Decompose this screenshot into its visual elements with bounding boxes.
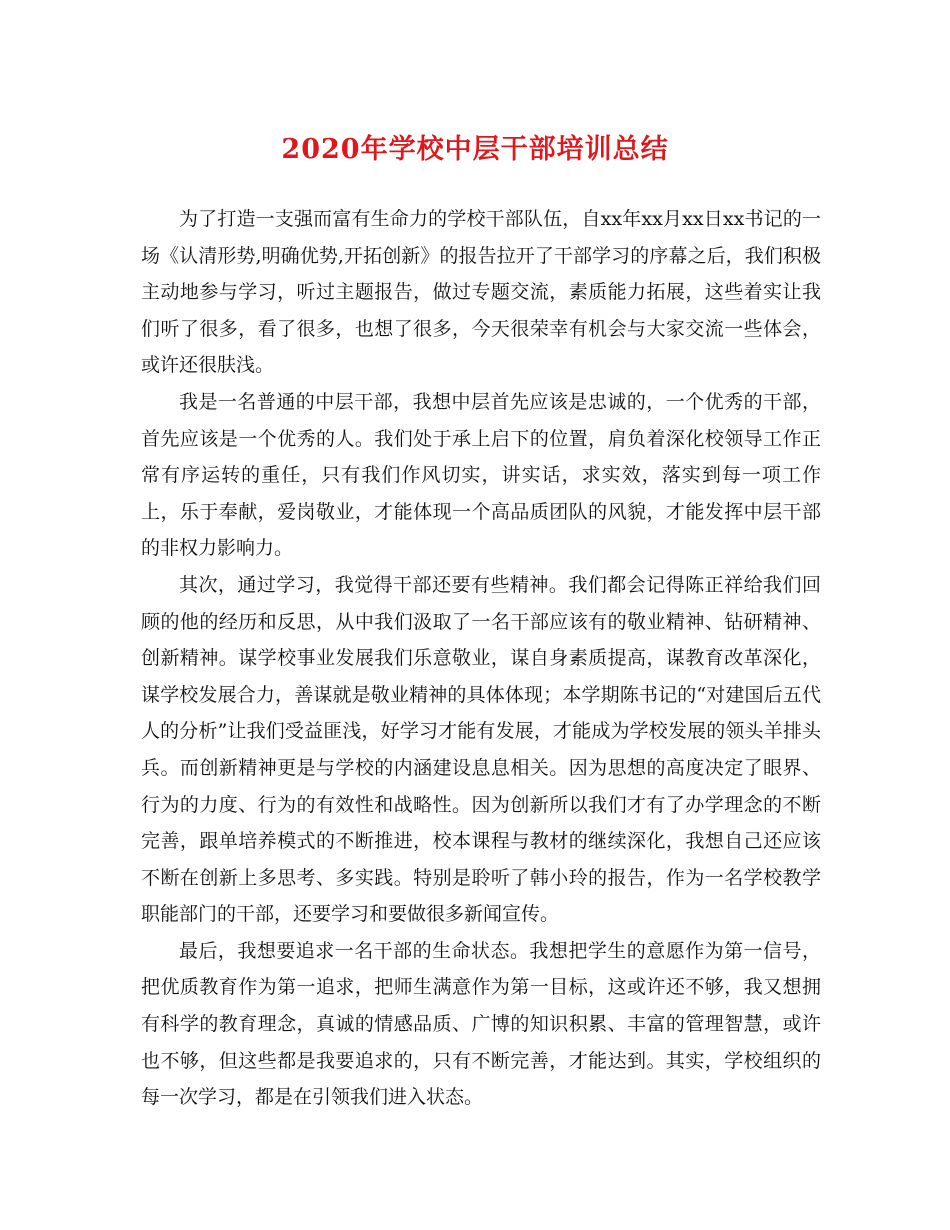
paragraph-2: 我是一名普通的中层干部，我想中层首先应该是忠诚的，一个优秀的干部，首先应该是一个优秀的人。我们处于承上启下的位置，肩负着深化校领导工作正常有序运转的重任，只有我们作风切实，讲实话，求实效，落实到每一项工作上，乐于奉献，爱岗敬业，才能体现一个高品质团队的风貌，才能发挥中层干部的非权力影响力。 [141, 390, 821, 560]
paragraph-1: 为了打造一支强而富有生命力的学校干部队伍，自xx年xx月xx日xx书记的一场《认清形势,明确优势,开拓创新》的报告拉开了干部学习的序幕之后，我们积极主动地参与学习，听过主题报告，做过专题交流，素质能力拓展，这些着实让我们听了很多，看了很多，也想了很多，今天很荣幸有机会与大家交流一些体会，或许还很肤浅。 [141, 208, 821, 377]
document-body [141, 201, 821, 1116]
paragraph-4: 最后，我想要追求一名干部的生命状态。我想把学生的意愿作为第一信号，把优质教育作为第一追求，把师生满意作为第一目标，这或许还不够，我又想拥有科学的教育理念，真诚的情感品质、广博的知识积累、丰富的管理智慧，或许也不够，但这些都是我要追求的，只有不断完善，才能达到。其实，学校组织的每一次学习，都是在引领我们进入状态。 [141, 939, 821, 1109]
document-title: 2020年学校中层干部培训总结 [281, 134, 669, 165]
paragraph-3: 其次，通过学习，我觉得干部还要有些精神。我们都会记得陈正祥给我们回顾的他的经历和反思，从中我们汲取了一名干部应该有的敬业精神、钻研精神、创新精神。谋学校事业发展我们乐意敬业，谋自身素质提高，谋教育改革深化，谋学校发展合力，善谋就是敬业精神的具体体现；本学期陈书记的“对建国后五代人的分析”让我们受益匪浅，好学习才能有发展，才能成为学校发展的领头羊排头兵。而创新精神更是与学校的内涵建设息息相关。因为思想的高度决定了眼界、行为的力度、行为的有效性和战略性。因为创新所以我们才有了办学理念的不断完善，跟单培养模式的不断推进，校本课程与教材的继续深化，我想自己还应该不断在创新上多思考、多实践。特别是聆听了韩小玲的报告，作为一名学校教学职能部门的干部，还要学习和要做很多新闻宣传。 [141, 573, 821, 926]
